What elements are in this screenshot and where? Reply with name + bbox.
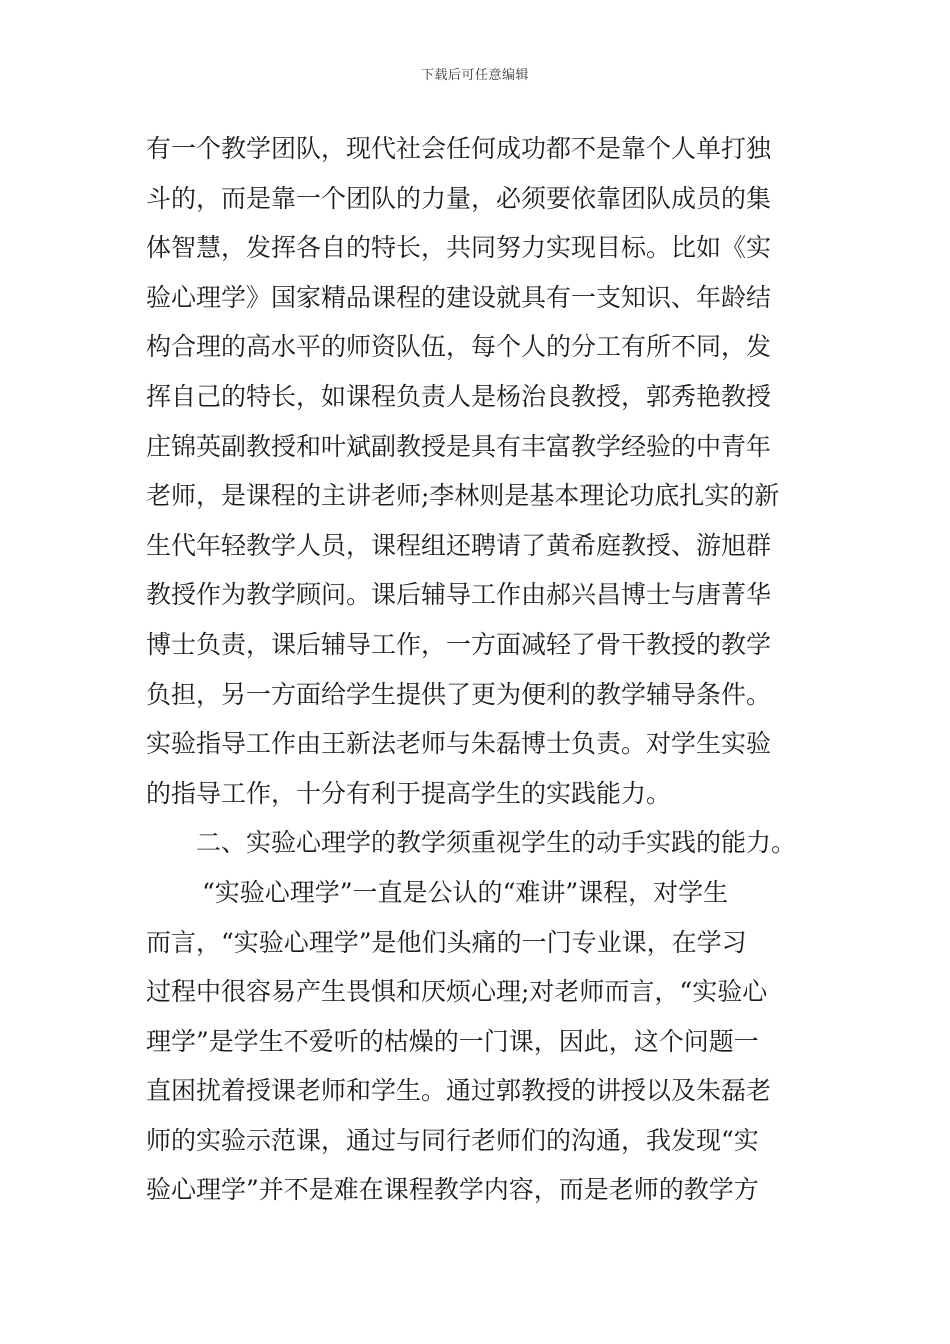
text-line: 的指导工作，十分有利于提高学生的实践能力。 xyxy=(146,778,672,808)
text-line: 而言，“实验心理学”是他们头痛的一门专业课，在学习 xyxy=(146,927,747,957)
text-line: 实验指导工作由王新法老师与朱磊博士负责。对学生实验 xyxy=(146,729,772,759)
text-line: 验心理学”并不是难在课程教学内容，而是老师的教学方 xyxy=(146,1175,759,1205)
text-line: 理学”是学生不爱听的枯燥的一门课，因此，这个问题一 xyxy=(146,1026,759,1056)
section-heading: 二、实验心理学的教学须重视学生的动手实践的能力。 xyxy=(196,828,797,858)
text-line: 斗的，而是靠一个团队的力量，必须要依靠团队成员的集 xyxy=(146,183,772,213)
text-line: 博士负责，课后辅导工作，一方面减轻了骨干教授的教学 xyxy=(146,629,772,659)
text-line: 教授作为教学顾问。课后辅导工作由郝兴昌博士与唐菁华 xyxy=(146,580,772,610)
text-line: 构合理的高水平的师资队伍，每个人的分工有所不同，发 xyxy=(146,332,772,362)
text-line: 挥自己的特长，如课程负责人是杨治良教授，郭秀艳教授 xyxy=(146,381,772,411)
text-line: 直困扰着授课老师和学生。通过郭教授的讲授以及朱磊老 xyxy=(146,1076,772,1106)
text-line: 有一个教学团队，现代社会任何成功都不是靠个人单打独 xyxy=(146,134,772,163)
text-line: 负担，另一方面给学生提供了更为便利的教学辅导条件。 xyxy=(146,679,772,709)
text-line: 生代年轻教学人员，课程组还聘请了黄希庭教授、游旭群 xyxy=(146,530,772,560)
text-line: 验心理学》国家精品课程的建设就具有一支知识、年龄结 xyxy=(146,282,772,312)
text-line: 过程中很容易产生畏惧和厌烦心理;对老师而言，“实验心 xyxy=(146,977,768,1007)
document-body xyxy=(146,124,806,1215)
text-line: 师的实验示范课，通过与同行老师们的沟通，我发现“实 xyxy=(146,1125,759,1155)
page-header: 下载后可任意编辑 xyxy=(420,68,529,83)
text-line: 庄锦英副教授和叶斌副教授是具有丰富教学经验的中青年 xyxy=(146,431,772,461)
text-line: 老师，是课程的主讲老师;李林则是基本理论功底扎实的新 xyxy=(146,481,780,511)
paragraph-first-line: “实验心理学”一直是公认的“难讲”课程，对学生 xyxy=(202,877,729,907)
text-line: 体智慧，发挥各自的特长，共同努力实现目标。比如《实 xyxy=(146,233,772,263)
